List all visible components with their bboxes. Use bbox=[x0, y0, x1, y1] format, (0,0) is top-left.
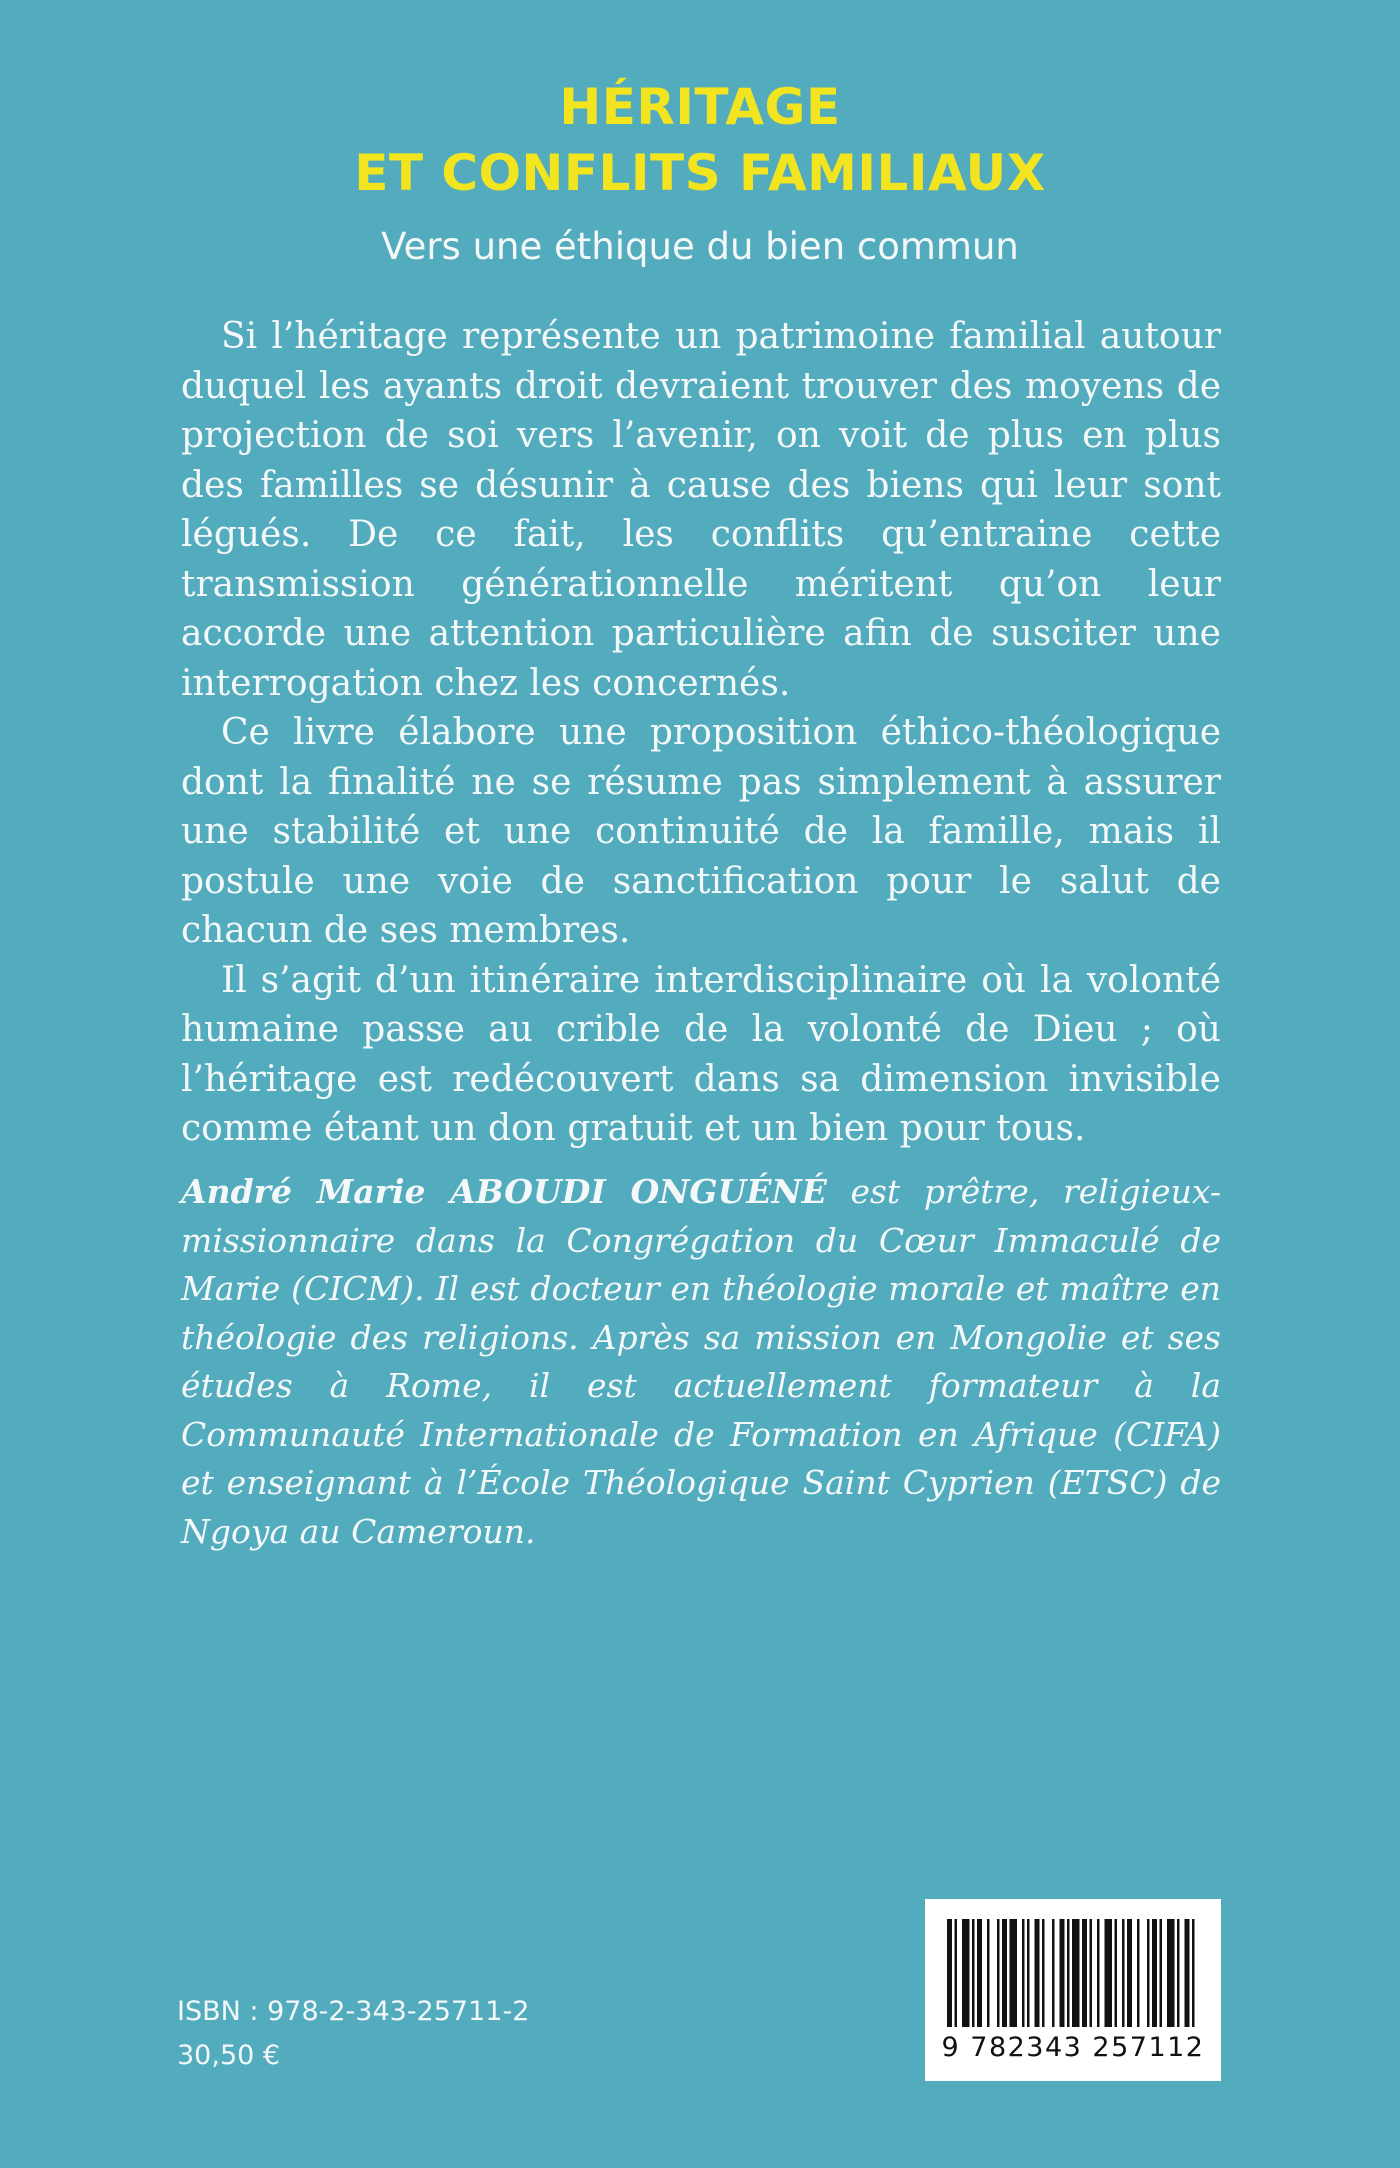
barcode-bar bbox=[1060, 1919, 1065, 2027]
barcode-bar bbox=[947, 1919, 952, 2027]
summary-paragraph-2: Ce livre élabore une proposition éthico-théologique dont la finalité ne se résume pas simplement à assurer une stabilité et une continuité de la famille, mais il postule une voie de sanctification pour le salut de chacun de ses membres. bbox=[181, 712, 1221, 951]
barcode-bar bbox=[972, 1919, 975, 2027]
barcode-bar bbox=[1105, 1919, 1113, 2027]
barcode-bar bbox=[1192, 1919, 1195, 2027]
barcode-bar bbox=[977, 1919, 982, 2027]
barcode-bar bbox=[1027, 1919, 1030, 2027]
barcode-bar bbox=[1067, 1919, 1070, 2027]
barcode-bar bbox=[1082, 1919, 1087, 2027]
author-bio-text: est prêtre, religieux-missionnaire dans la Congrégation du Cœur Immaculé de Marie (CICM). Il est docteur en théologie morale et maître en théologie des religions. Après sa mission en Mongolie et ses études à Rome, il est actuellement formateur à la Communauté Internationale de Formation en Afrique (CIFA) et enseignant à l’École Théologique Saint Cyprien (ETSC) de Ngoya au Cameroun. bbox=[181, 1172, 1222, 1551]
barcode-bar bbox=[1022, 1919, 1025, 2027]
barcode-bar bbox=[1185, 1919, 1190, 2027]
barcode-bar bbox=[1177, 1919, 1180, 2027]
barcode-bar bbox=[955, 1919, 958, 2027]
barcode-bars bbox=[943, 1919, 1203, 2031]
barcode-bar bbox=[1072, 1919, 1080, 2027]
barcode-bar bbox=[1002, 1919, 1007, 2027]
barcode-digits: 9 782343 257112 bbox=[941, 2032, 1205, 2063]
barcode-bar bbox=[987, 1919, 990, 2027]
barcode-bar bbox=[1127, 1919, 1132, 2027]
barcode-bar bbox=[1167, 1919, 1175, 2027]
barcode-bar bbox=[962, 1919, 970, 2027]
title-line-2: ET CONFLITS FAMILIAUX bbox=[354, 144, 1046, 202]
summary-paragraph-1: Si l’héritage représente un patrimoine familial autour duquel les ayants droit devraient trouver des moyens de projection de soi vers l’avenir, on voit de plus en plus des familles se désunir à cause des biens qui leur sont légués. De ce fait, les conflits qu’entraine cette transmission générationnelle méritent qu’on leur accorde une attention particulière afin de susciter une interrogation chez les concernés. bbox=[181, 316, 1221, 704]
summary-paragraph-3: Il s’agit d’un itinéraire interdisciplinaire où la volonté humaine passe au crible de la volonté de Dieu ; où l’héritage est redécouvert dans sa dimension invisible comme étant un don gratuit et un bien pour tous. bbox=[181, 959, 1221, 1149]
book-title bbox=[0, 74, 1400, 206]
author-bio bbox=[181, 1168, 1221, 1556]
author-name: André Marie ABOUDI ONGUÉNÉ bbox=[181, 1172, 827, 1211]
barcode-bar bbox=[1160, 1919, 1163, 2027]
isbn-label: ISBN : 978-2-343-25711-2 bbox=[177, 1996, 530, 2027]
barcode bbox=[925, 1899, 1221, 2081]
barcode-bar bbox=[1010, 1919, 1018, 2027]
author-bio-paragraph bbox=[181, 1168, 1221, 1556]
summary-text bbox=[181, 312, 1221, 1154]
barcode-bar bbox=[1090, 1919, 1093, 2027]
barcode-bar bbox=[1115, 1919, 1118, 2027]
barcode-bar bbox=[1052, 1919, 1055, 2027]
book-subtitle: Vers une éthique du bien commun bbox=[381, 225, 1019, 268]
barcode-bar bbox=[1042, 1919, 1045, 2027]
price-label: 30,50 € bbox=[177, 2040, 281, 2071]
title-line-1: HÉRITAGE bbox=[559, 78, 841, 136]
barcode-bar bbox=[1035, 1919, 1040, 2027]
barcode-bar bbox=[1147, 1919, 1150, 2027]
publication-info bbox=[177, 1990, 529, 2078]
barcode-bar bbox=[1137, 1919, 1140, 2027]
barcode-bar bbox=[1152, 1919, 1157, 2027]
barcode-bar bbox=[1122, 1919, 1125, 2027]
barcode-bar bbox=[997, 1919, 1000, 2027]
barcode-bar bbox=[1097, 1919, 1100, 2027]
